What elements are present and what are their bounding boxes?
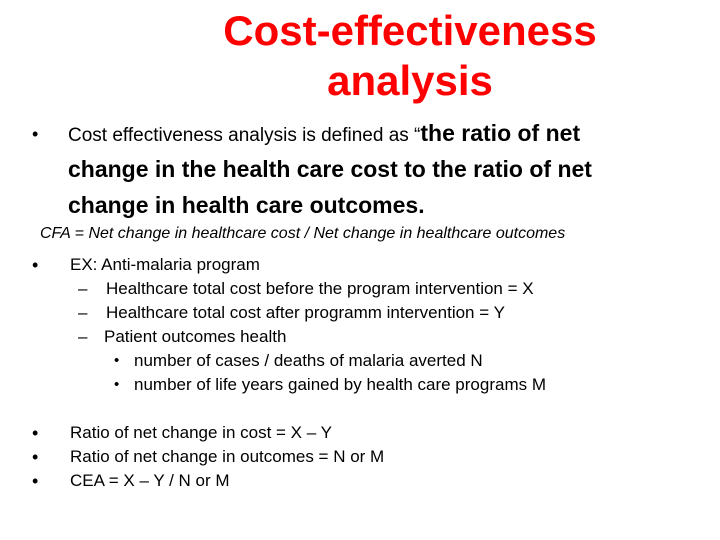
example-heading: EX: Anti-malaria program <box>70 255 260 274</box>
example-item-outcomes: Patient outcomes health <box>104 327 287 346</box>
slide-title <box>150 6 670 106</box>
definition-line-2: change in the health care cost to the ratio of net <box>68 156 592 182</box>
summary-cea-formula: CEA = X – Y / N or M <box>70 471 230 490</box>
subitem-life-years: number of life years gained by health care programs M <box>134 375 546 394</box>
definition-line-3: change in health care outcomes. <box>68 192 425 218</box>
subitem-cases-averted: number of cases / deaths of malaria averted N <box>134 351 483 370</box>
title-line-1: Cost-effectiveness <box>223 7 597 54</box>
bullet-intro: • <box>32 124 39 144</box>
sub-bullet-1: • <box>114 352 120 369</box>
sub-bullet-2: • <box>114 376 120 393</box>
example-item-cost-after: Healthcare total cost after programm intervention = Y <box>106 303 505 322</box>
summary-cost-ratio: Ratio of net change in cost = X – Y <box>70 423 332 442</box>
summary-outcome-ratio: Ratio of net change in outcomes = N or M <box>70 447 385 466</box>
example-item-cost-before: Healthcare total cost before the program intervention = X <box>106 279 534 298</box>
bullet-summary-3: • <box>32 471 39 491</box>
cfa-formula: CFA = Net change in healthcare cost / Net change in healthcare outcomes <box>40 225 566 242</box>
bullet-summary-2: • <box>32 447 39 467</box>
definition-text <box>68 118 708 223</box>
dash-1: – <box>78 279 88 298</box>
bullet-summary-1: • <box>32 423 39 443</box>
definition-line-1 <box>68 118 708 151</box>
definition-emphasis: the ratio of net <box>420 120 581 146</box>
definition-lead: Cost effectiveness analysis is defined as “ <box>68 125 421 146</box>
bullet-example: • <box>32 255 39 275</box>
title-line-2: analysis <box>327 57 493 104</box>
dash-2: – <box>78 303 88 322</box>
dash-3: – <box>78 327 88 346</box>
